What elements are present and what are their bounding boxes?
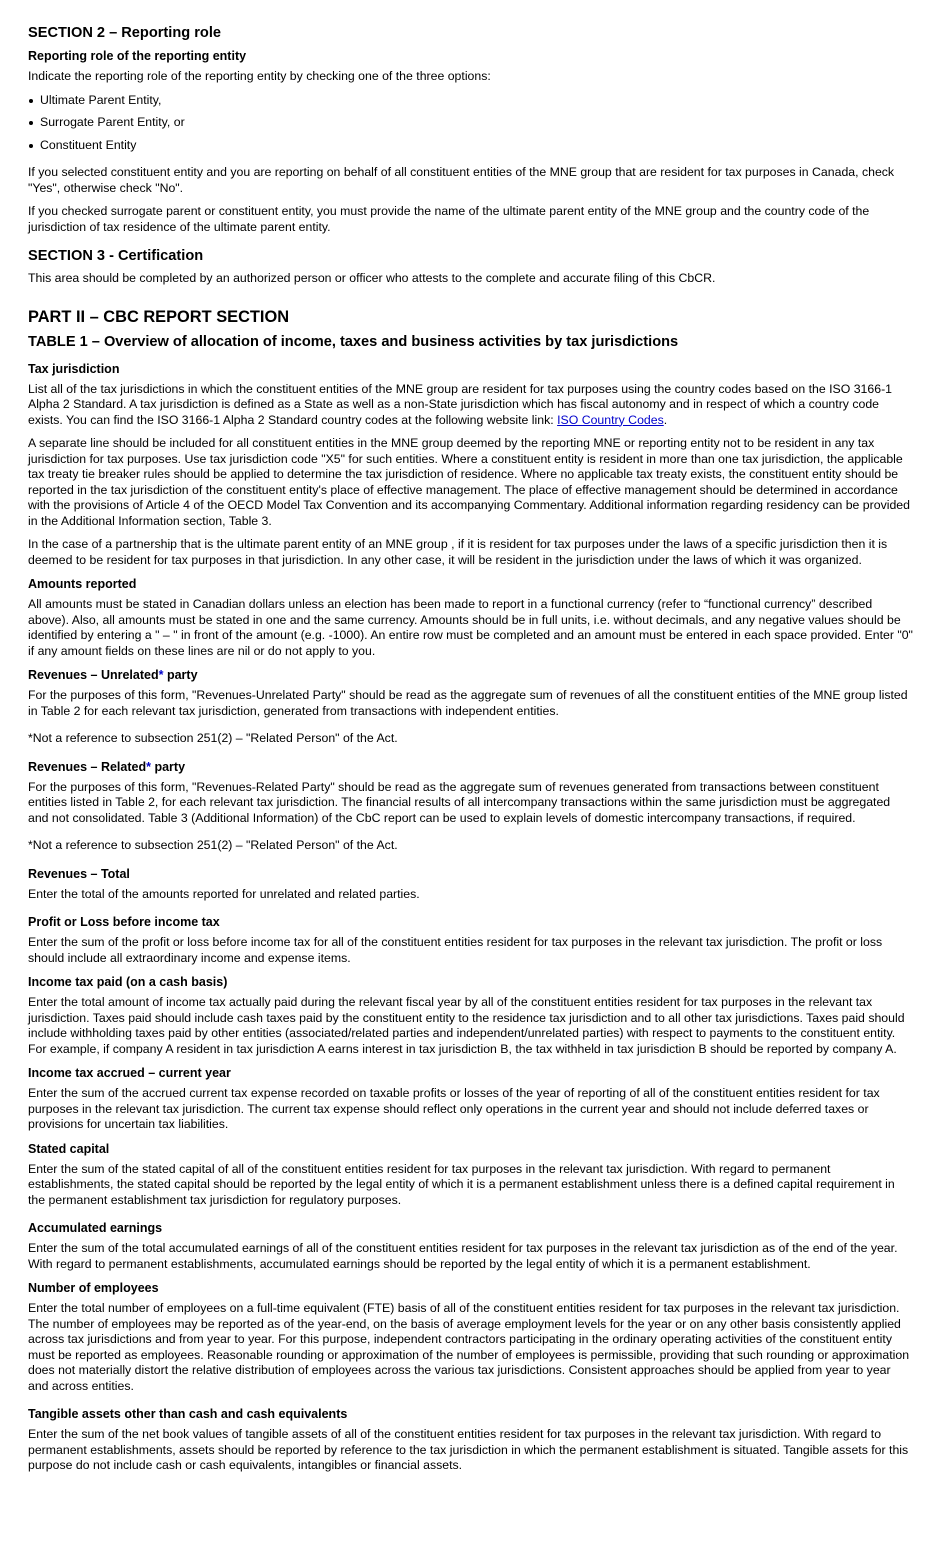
- revenues-related-text: For the purposes of this form, "Revenues-Related Party" should be read as the aggregate sum of revenues generated from transactions between constituent entities listed in Table 2, for each relevant tax jurisdiction. The financial results of all intercompany transactions within the same jurisdiction must be aggregated and not consolidated. Table 3 (Additional Information) of the CbC report can be used to explain levels of domestic intercompany transactions, if required.: [28, 779, 891, 825]
- stated-capital-heading: Stated capital: [28, 1141, 110, 1156]
- tax-jurisdiction-para-1: List all of the tax jurisdictions in which the constituent entities of the MNE group are resident for tax purposes using the country codes based on the ISO 3166-1 Alpha 2 Standard. A tax jurisdiction is defined as a State as well as a non-State jurisdiction which has fiscal autonomy and in respect of which a country code exists. You can find the ISO 3166-1 Alpha 2 Standard country codes at the following website link: ISO Country Codes.: [28, 381, 893, 427]
- iso-country-codes-link[interactable]: ISO Country Codes: [557, 412, 664, 427]
- option-constituent-entity: Constituent Entity: [28, 138, 914, 154]
- revenues-related-note: *Not a reference to subsection 251(2) – "Related Person" of the Act.: [28, 838, 398, 852]
- employees-heading: Number of employees: [28, 1281, 159, 1295]
- footnote-star: *: [158, 668, 164, 682]
- profit-loss-text: Enter the sum of the profit or loss before income tax for all of the constituent entities resident for tax purposes in the relevant tax jurisdiction. The profit or loss should include all extraordinary income and expense items.: [28, 935, 883, 965]
- revenues-total-text: Enter the total of the amounts reported for unrelated and related parties.: [28, 886, 420, 901]
- section-2-subtitle: Reporting role of the reporting entity: [28, 49, 247, 63]
- revenues-related-heading: Revenues – Related* party: [28, 759, 186, 774]
- reporting-role-options: [28, 93, 914, 154]
- income-tax-accrued-heading: Income tax accrued – current year: [28, 1066, 231, 1080]
- employees-text: Enter the total number of employees on a full-time equivalent (FTE) basis of all of the constituent entities resident for tax purposes in the relevant tax jurisdiction. The number of employees may be reported as of the year-end, on the basis of average employment levels for the year or on any other basis consistently applied across tax jurisdictions and from year to year. For this purpose, independent contractors participating in the ordinary operating activities of the constituent entity must be reported as employees. Reasonable rounding or approximation of the number of employees is permissible, providing that such rounding or approximation does not materially distort the relative distribution of employees across the various tax jurisdictions. Consistent approaches should be applied from year to year and across entities.: [28, 1301, 910, 1393]
- section-3-text: This area should be completed by an authorized person or officer who attests to the complete and accurate filing of this CbCR.: [28, 271, 716, 285]
- table-1-title: TABLE 1 – Overview of allocation of income, taxes and business activities by tax jurisdictions: [28, 333, 679, 350]
- section-2-title: SECTION 2 – Reporting role: [28, 25, 221, 41]
- tax-jurisdiction-para-3: In the case of a partnership that is the ultimate parent entity of an MNE group , if it is resident for tax purposes under the laws of a specific jurisdiction then it is deemed to be resident for tax purposes in that jurisdiction. In any other case, it will be resident in the jurisdiction under the laws of which it was organized.: [28, 537, 888, 567]
- income-tax-paid-text: Enter the total amount of income tax actually paid during the relevant fiscal year by all of the constituent entities resident for tax purposes in the relevant tax jurisdiction. Taxes paid should include cash taxes paid by the constituent entity to the residence tax jurisdiction and to all other tax jurisdictions. Taxes paid should include withholding taxes paid by other entities (associated/related parties and independent/unrelated parties) with respect to payments to the constituent entity. For example, if company A resident in tax jurisdiction A earns interest in tax jurisdiction B, the tax withheld in tax jurisdiction B should be reported by company A.: [28, 995, 905, 1056]
- section-2-intro: Indicate the reporting role of the reporting entity by checking one of the three options:: [28, 69, 491, 83]
- revenues-unrelated-text: For the purposes of this form, "Revenues-Unrelated Party" should be read as the aggregate sum of revenues of all the constituent entities of the MNE group listed in Table 2 for each relevant tax jurisdiction, generated from transactions with independent entities.: [28, 688, 908, 718]
- revenues-unrelated-note: *Not a reference to subsection 251(2) – "Related Person" of the Act.: [28, 731, 398, 745]
- revenues-total-heading: Revenues – Total: [28, 866, 130, 881]
- option-ultimate-parent: Ultimate Parent Entity,: [28, 93, 914, 109]
- tax-jurisdiction-heading: Tax jurisdiction: [28, 361, 120, 376]
- section-3-title: SECTION 3 - Certification: [28, 248, 204, 264]
- part-2-title: PART II – CBC REPORT SECTION: [28, 307, 290, 326]
- tangible-assets-text: Enter the sum of the net book values of tangible assets of all of the constituent entities resident for tax purposes in the relevant tax jurisdiction. With regard to permanent establishments, assets should be reported by reference to the tax jurisdiction in which the permanent establishment is situated. Tangible assets for this purpose do not include cash or cash equivalents, intangibles or financial assets.: [28, 1427, 909, 1472]
- footnote-star: *: [146, 759, 151, 774]
- stated-capital-text: Enter the sum of the stated capital of all of the constituent entities resident for tax purposes in the relevant tax jurisdiction. With regard to permanent establishments, the stated capital should be reported by the legal entity of which it is a permanent establishment unless there is a defined capital requirement in the permanent establishment tax jurisdiction for regulatory purposes.: [28, 1161, 895, 1207]
- income-tax-accrued-text: Enter the sum of the accrued current tax expense recorded on taxable profits or losses of the year of reporting of all of the constituent entities resident for tax purposes in the relevant tax jurisdiction. The current tax expense should reflect only operations in the current year and should not include deferred taxes or provisions for uncertain tax liabilities.: [28, 1086, 880, 1131]
- section-2-para-2: If you checked surrogate parent or constituent entity, you must provide the name of the ultimate parent entity of the MNE group and the country code of the jurisdiction of tax residence of the ultimate parent entity.: [28, 204, 870, 234]
- amounts-reported-text: All amounts must be stated in Canadian dollars unless an election has been made to report in a functional currency (refer to “functional currency” described above). Also, all amounts must be stated in one and the same currency. Amounts should be in full units, i.e. without decimals, and any negative values should be identified by entering a " – " in front of the amount (e.g. -1000). An entire row must be completed and an amount must be entered in each space provided. Enter "0" if any amount fields on these lines are nil or do not apply to you.: [28, 597, 913, 658]
- option-surrogate-parent: Surrogate Parent Entity, or: [28, 115, 914, 131]
- profit-loss-heading: Profit or Loss before income tax: [28, 915, 220, 929]
- tangible-assets-heading: Tangible assets other than cash and cash equivalents: [28, 1407, 348, 1421]
- revenues-unrelated-heading: Revenues – Unrelated* party: [28, 668, 198, 682]
- tax-jurisdiction-para-2: A separate line should be included for all constituent entities in the MNE group deemed by the reporting MNE or reporting entity not to be resident in any tax jurisdiction for tax purposes. Use tax jurisdiction code "X5" for such entities. Where a constituent entity is resident in more than one tax jurisdiction, the applicable tax treaty tie breaker rules should be applied to determine the tax jurisdiction of residence. Where no applicable tax treaty exists, the constituent entity should be reported in the tax jurisdiction of the constituent entity's place of effective management. The place of effective management should be determined in accordance with the provisions of Article 4 of the OECD Model Tax Convention and its accompanying Commentary. Additional information regarding residency can be provided in the Additional Information section, Table 3.: [28, 436, 910, 528]
- income-tax-paid-heading: Income tax paid (on a cash basis): [28, 975, 228, 989]
- section-2-para-1: If you selected constituent entity and you are reporting on behalf of all constituent entities of the MNE group that are resident for tax purposes in Canada, check "Yes", otherwise check "No".: [28, 165, 895, 195]
- accumulated-earnings-text: Enter the sum of the total accumulated earnings of all of the constituent entities resident for tax purposes in the relevant tax jurisdiction as of the end of the year. With regard to permanent establishments, accumulated earnings should be reported by the legal entity of which it is a permanent establishment.: [28, 1241, 898, 1271]
- amounts-reported-heading: Amounts reported: [28, 577, 137, 591]
- accumulated-earnings-heading: Accumulated earnings: [28, 1221, 163, 1235]
